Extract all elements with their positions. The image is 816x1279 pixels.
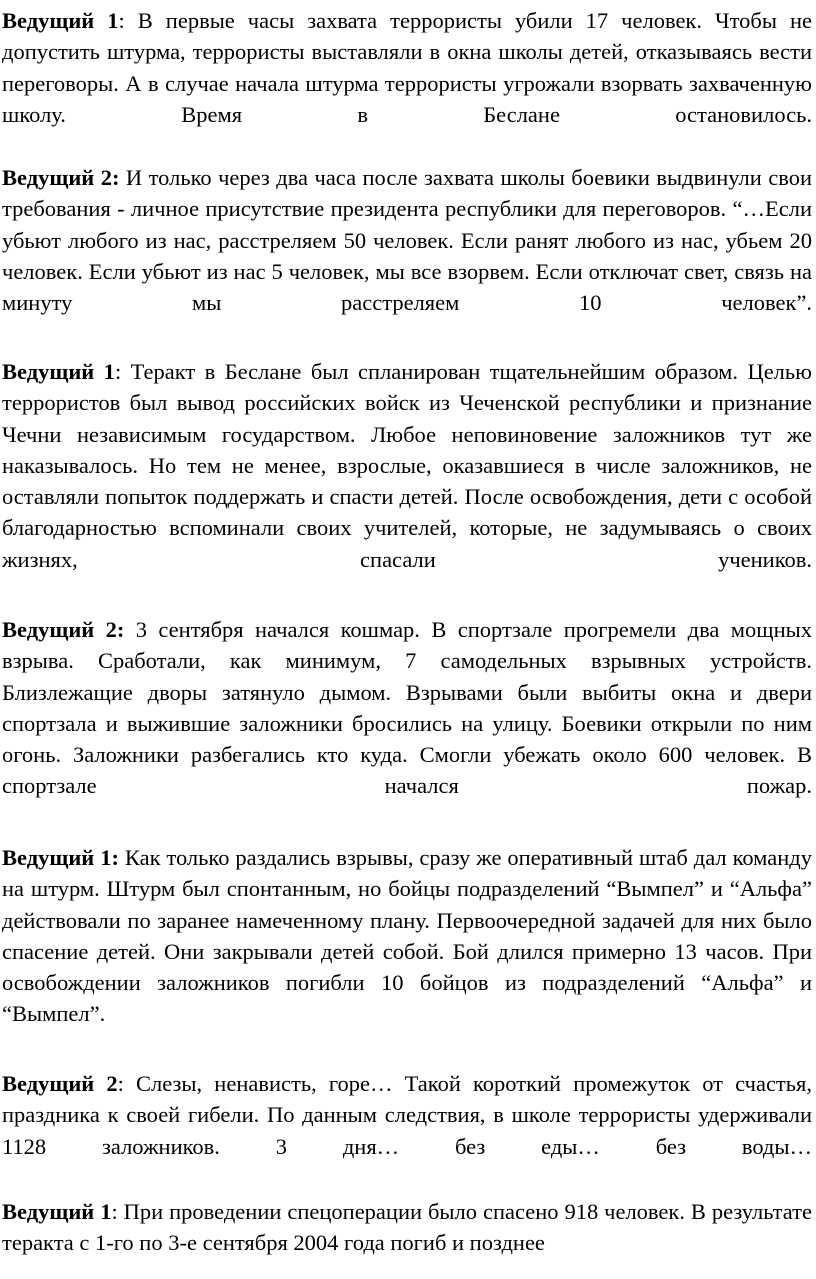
paragraph-3	[2, 356, 812, 575]
speaker-label: Ведущий 2:	[2, 617, 125, 642]
speaker-label: Ведущий 2	[2, 1071, 118, 1096]
paragraph-6	[2, 1068, 812, 1162]
paragraph-text: 3 сентября начался кошмар. В спортзале прогремели два мощных взрыва. Сработали, как минимум, 7 самодельных взрывных устройств. Близлежащие дворы затянуло дымом. Взрывами были выбиты окна и двери спортзала и выжившие заложники бросились на улицу. Боевики открыли по ним огонь. Заложники разбегались кто куда. Смогли убежать около 600 человек. В спортзале начался пожар.	[2, 617, 812, 799]
paragraph-text: При проведении спецоперации было спасено 918 человек. В результате теракта с 1-го по 3-е сентября 2004 года погиб и позднее	[2, 1199, 812, 1256]
paragraph-text: В первые часы захвата террористы убили 17 человек. Чтобы не допустить штурма, террористы выставляли в окна школы детей, отказываясь вести переговоры. А в случае начала штурма террористы угрожали взорвать захваченную школу. Время в Беслане остановилось.	[2, 8, 812, 127]
paragraph-text: Слезы, ненависть, горе… Такой короткий промежуток от счастья, праздника к своей гибели. По данным следствия, в школе террористы удерживали 1128 заложников. 3 дня… без еды… без воды…	[2, 1071, 812, 1159]
paragraph-1	[2, 5, 812, 130]
speaker-label: Ведущий 2:	[2, 165, 120, 190]
paragraph-text: Теракт в Беслане был спланирован тщательнейшим образом. Целью террористов был вывод российских войск из Чеченской республики и признание Чечни независимым государством. Любое неповиновение заложников тут же наказывалось. Но тем не менее, взрослые, оказавшиеся в числе заложников, не оставляли попыток поддержать и спасти детей. После освобождения, дети с особой благодарностью вспоминали своих учителей, которые, не задумываясь о своих жизнях, спасали учеников.	[2, 359, 812, 572]
speaker-label: Ведущий 1	[2, 8, 119, 33]
speaker-separator: :	[111, 1199, 118, 1224]
paragraph-text: И только через два часа после захвата школы боевики выдвинули свои требования - личное присутствие президента республики для переговоров. “…Если убьют любого из нас, расстреляем 50 человек. Если ранят любого из нас, убьем 20 человек. Если убьют из нас 5 человек, мы все взорвем. Если отключат свет, связь на минуту мы расстреляем 10 человек”.	[2, 165, 813, 316]
speaker-separator: :	[114, 359, 122, 384]
paragraph-text: Как только раздались взрывы, сразу же оперативный штаб дал команду на штурм. Штурм был спонтанным, но бойцы подразделений “Вымпел” и “Альфа” действовали по заранее намеченному плану. Первоочередной задачей для них было спасение детей. Они закрывали детей собой. Бой длился примерно 13 часов. При освобождении заложников погибли 10 бойцов из подразделений “Альфа” и “Вымпел”.	[2, 845, 812, 1027]
speaker-label: Ведущий 1	[2, 359, 115, 384]
speaker-separator: :	[117, 1071, 124, 1096]
paragraph-5	[2, 842, 812, 1030]
paragraph-2	[2, 162, 812, 318]
paragraph-4	[2, 614, 812, 802]
paragraph-7	[2, 1196, 812, 1259]
speaker-label: Ведущий 1:	[2, 845, 119, 870]
speaker-separator: :	[118, 8, 125, 33]
speaker-label: Ведущий 1	[2, 1199, 112, 1224]
